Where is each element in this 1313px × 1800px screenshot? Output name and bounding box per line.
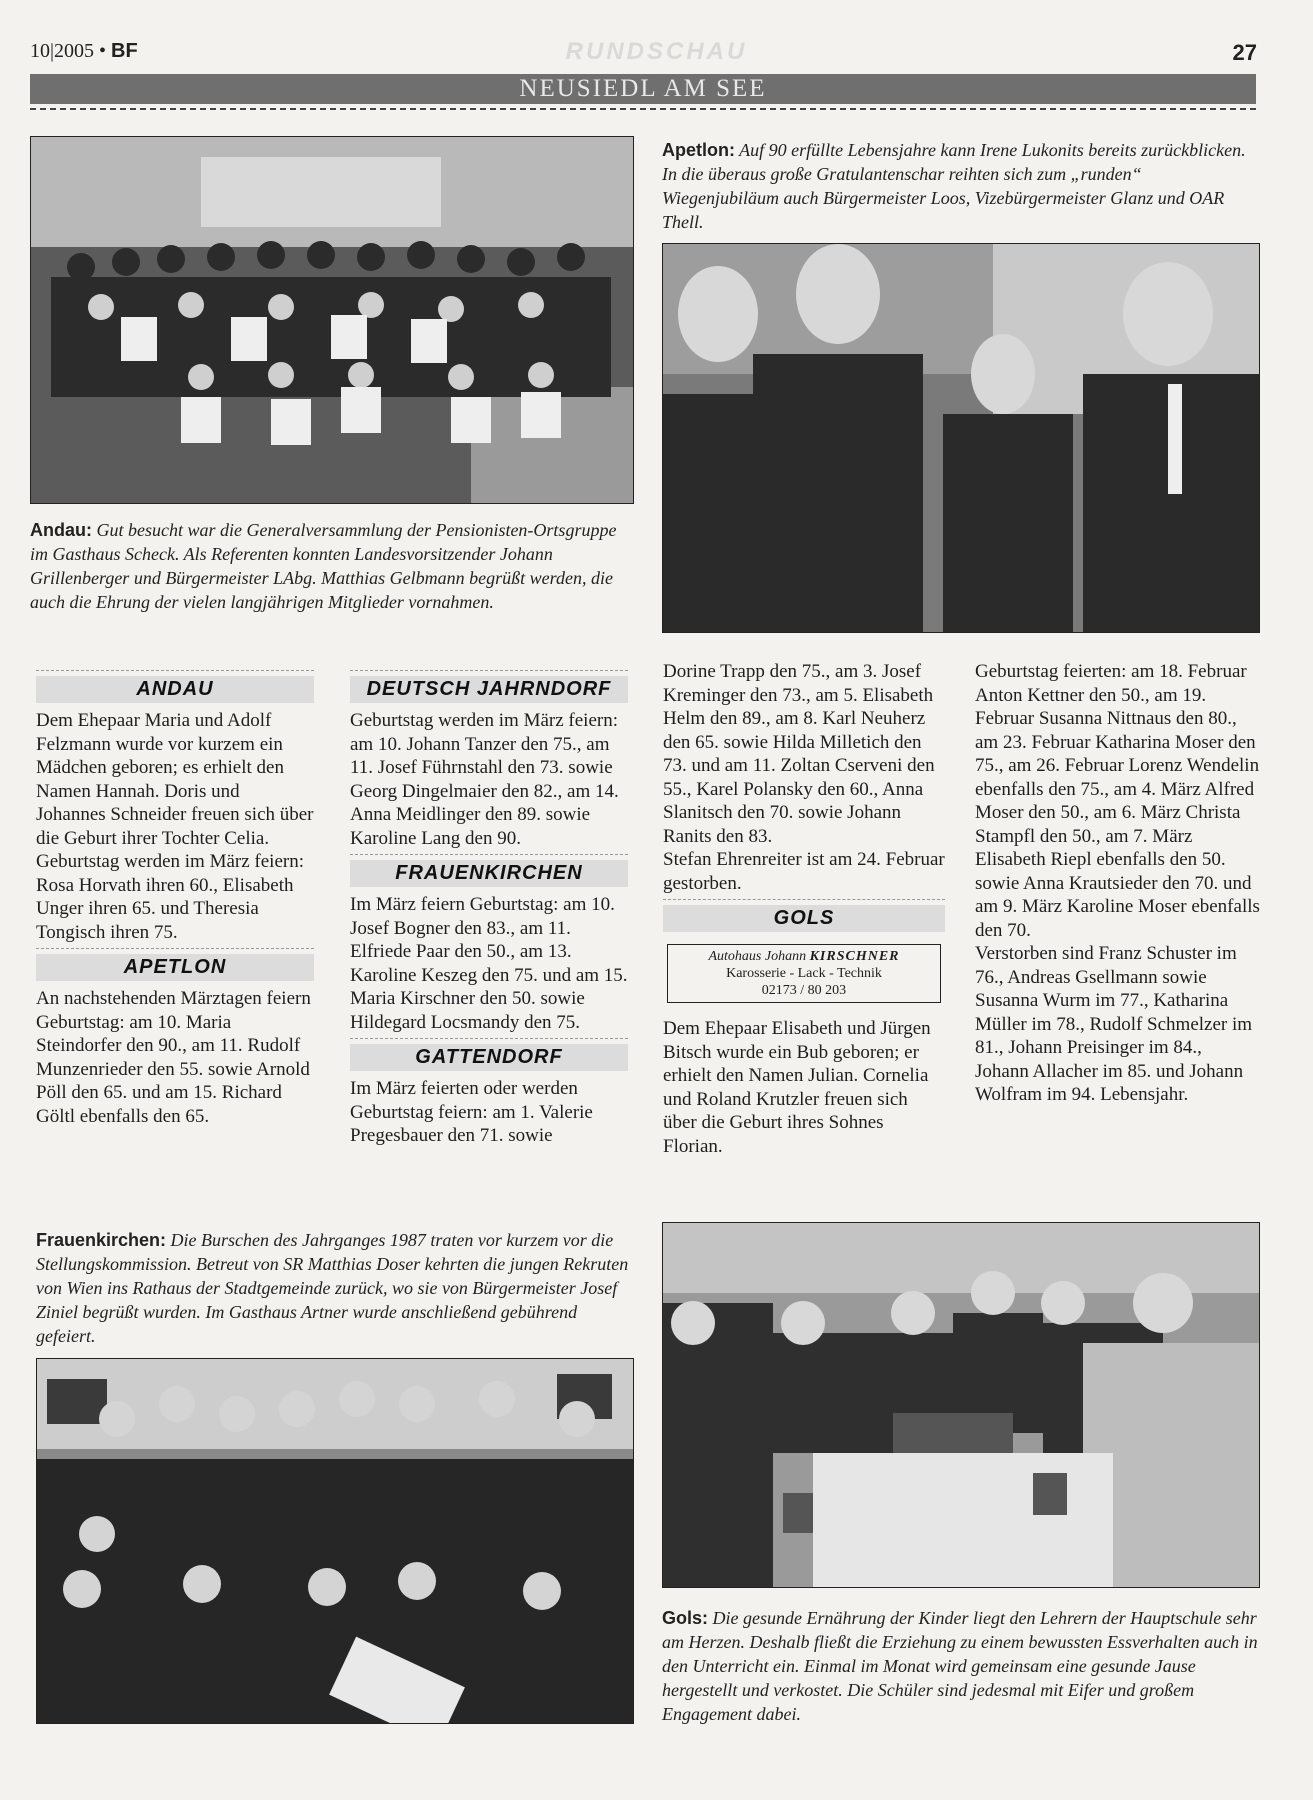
- section-header-deutsch-jahrndorf: DEUTSCH JAHRNDORF: [350, 670, 628, 703]
- andau-photo-caption: Andau: Gut besucht war die Generalversammlung der Pensionisten-Ortsgruppe im Gasthaus Scheck. Als Referenten konnten Landesvorsitzender Johann Grillenberger und Bürgermeister LAbg. Matthias Gelbmann begrüßt werden, die auch die Ehrung der vielen langjährigen Mitglieder vornahmen.: [30, 520, 617, 612]
- andau-text: Dem Ehepaar Maria und Adolf Felzmann wurde vor kurzem ein Mädchen geboren; es erhielt den Namen Hannah. Doris und Johannes Schneider freuen sich über die Geburt ihrer Tochter Celia.: [36, 710, 314, 849]
- birthday-photo-image: [663, 244, 1259, 632]
- andau-photo: [30, 136, 634, 504]
- region-banner: NEUSIEDL AM SEE: [30, 74, 1256, 104]
- issue-label: 10|2005 • BF: [30, 40, 138, 62]
- section-header-gattendorf: GATTENDORF: [350, 1038, 628, 1071]
- kirschner-advertisement: Autohaus Johann KIRSCHNER Karosserie - Lack - Technik 02173 / 80 203: [667, 944, 941, 1003]
- section-header-gols: GOLS: [663, 899, 945, 932]
- gols-text: Dem Ehepaar Elisabeth und Jürgen Bitsch wurde ein Bub geboren; er erhielt den Namen Julian. Cornelia und Roland Krutzler freuen sich über die Geburt ihres Sohnes Florian.: [663, 1018, 931, 1157]
- apetlon-photo: [662, 243, 1260, 633]
- recruits-photo-image: [37, 1359, 633, 1723]
- school-snack-photo-image: [663, 1223, 1259, 1587]
- gattendorf-continued-text: Dorine Trapp den 75., am 3. Josef Kreminger den 73., am 5. Elisabeth Helm den 89., am 8. Karl Neuherz den 65. sowie Hilda Milletich den 73. und am 11. Zoltan Cserveni den 55., Karel Polansky den 60., Anna Slanitsch den 70. sowie Johann Ranits den 83.: [663, 661, 935, 847]
- section-header-apetlon: APETLON: [36, 948, 314, 981]
- frauenkirchen-text: Im März feiern Geburtstag: am 10. Josef Bogner den 83., am 11. Elfriede Paar den 50., am 13. Karoline Keszeg den 75. und am 15. Maria Kirschner den 50. sowie Hildegard Locsmandy den 75.: [350, 894, 628, 1033]
- gols-deaths-text: Verstorben sind Franz Schuster im 76., Andreas Gsellmann sowie Susanna Wurm im 77., Katharina Müller im 78., Rudolf Schmelzer im 81., Johann Preisinger im 84., Johann Allacher im 85. und Johann Wolfram im 94. Lebensjahr.: [975, 943, 1253, 1105]
- column-3: [663, 660, 945, 1158]
- gols-photo: [662, 1222, 1260, 1588]
- column-4: [975, 660, 1260, 1107]
- page-number: 27: [1232, 40, 1257, 65]
- gols-photo-caption: Gols: Die gesunde Ernährung der Kinder liegt den Lehrern der Hauptschule sehr am Herzen. Deshalb fließt die Erziehung zu einem bewussten Essverhalten auch in den Unterricht ein. Einmal im Monat wird gemeinsam eine gesunde Jause hergestellt und verkostet. Die Schüler sind jedesmal mit Eifer und großem Engagement dabei.: [662, 1608, 1258, 1724]
- deutsch-jahrndorf-text: Geburtstag werden im März feiern: am 10. Johann Tanzer den 75., am 11. Josef Führnstahl den 73. sowie Georg Dingelmaier den 82., am 14. Anna Meidlinger den 89. sowie Karoline Lang den 90.: [350, 710, 619, 849]
- gols-birthdays-text: Geburtstag feierten: am 18. Februar Anton Kettner den 50., am 19. Februar Susanna Nittnaus den 80., am 23. Februar Katharina Moser den 75., am 26. Februar Lorenz Wendelin ebenfalls den 75., am 4. März Alfred Moser den 50., am 6. März Christa Stampfl den 50., am 7. März Elisabeth Riepl ebenfalls den 50. sowie Anna Krautsieder den 70. und am 9. März Karoline Moser ebenfalls den 70.: [975, 661, 1260, 941]
- apetlon-photo-caption: Apetlon: Auf 90 erfüllte Lebensjahre kann Irene Lukonits bereits zurückblicken. In die überaus große Gratulantenschar reihten sich zum „runden“ Wiegenjubiläum auch Bürgermeister Loos, Vizebürgermeister Glanz und OAR Thell.: [662, 140, 1246, 232]
- gattendorf-death-notice: Stefan Ehrenreiter ist am 24. Februar gestorben.: [663, 849, 945, 894]
- frauenkirchen-photo: [36, 1358, 634, 1724]
- apetlon-text: An nachstehenden Märztagen feiern Geburtstag: am 10. Maria Steindorfer den 90., am 11. Rudolf Munzenrieder den 55. sowie Arnold Pöll den 65. und am 15. Richard Göltl ebenfalls den 65.: [36, 988, 311, 1127]
- section-header-andau: ANDAU: [36, 670, 314, 703]
- frauenkirchen-photo-caption: Frauenkirchen: Die Burschen des Jahrganges 1987 traten vor kurzem vor die Stellungskommission. Betreut von SR Matthias Doser kehrten die jungen Rekruten von Wien ins Rathaus der Stadtgemeinde zurück, wo sie von Bürgermeister Josef Ziniel begrüßt wurden. Im Gasthaus Artner wurde anschließend gebührend gefeiert.: [36, 1230, 629, 1346]
- column-1: [36, 666, 314, 1128]
- group-photo-image: [31, 137, 633, 503]
- header-divider: [30, 108, 1256, 110]
- andau-text-2: Geburtstag werden im März feiern: Rosa Horvath ihren 60., Elisabeth Unger ihren 65. und Theresia Tongisch ihren 75.: [36, 851, 305, 943]
- section-header-frauenkirchen: FRAUENKIRCHEN: [350, 854, 628, 887]
- column-2: [350, 666, 628, 1148]
- section-title: RUNDSCHAU: [565, 38, 748, 65]
- publication-name: BF: [111, 40, 138, 62]
- gattendorf-text: Im März feierten oder werden Geburtstag feiern: am 1. Valerie Pregesbauer den 71. sowie: [350, 1078, 593, 1146]
